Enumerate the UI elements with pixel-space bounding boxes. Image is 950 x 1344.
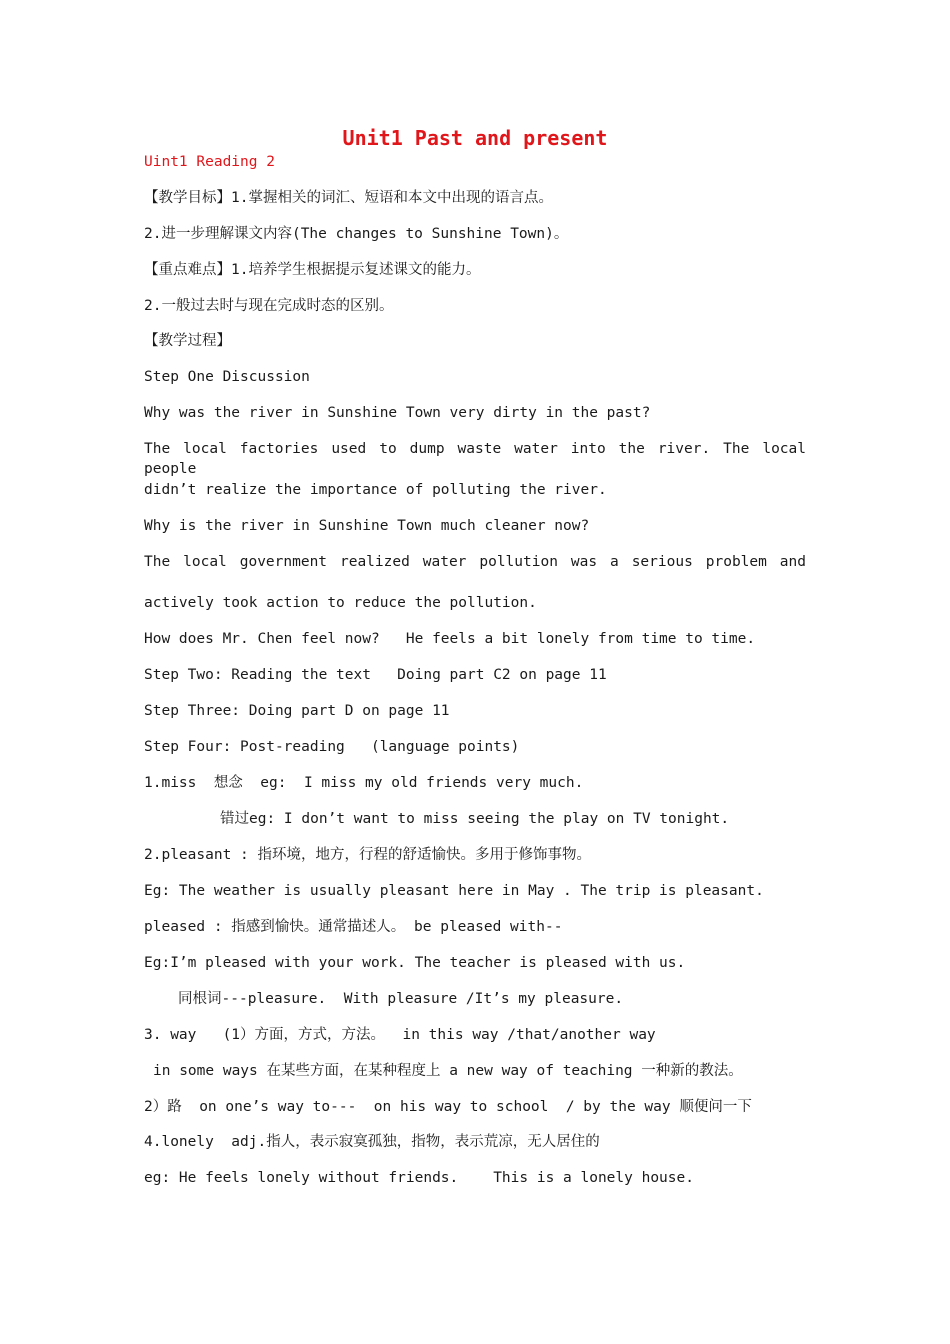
text-line: Step Four: Post-reading (language points) (144, 739, 520, 755)
page-title: Unit1 Past and present (342, 126, 608, 150)
text-line: 2）路 on one’s way to--- on his way to school / by the way 顺便问一下 (144, 1099, 752, 1115)
text-line: 2.pleasant : 指环境，地方，行程的舒适愉快。多用于修饰事物。 (144, 847, 591, 863)
text-line: didn’t realize the importance of polluting the river. (144, 482, 607, 498)
text-line: Step One Discussion (144, 369, 310, 385)
text-line: 同根词---pleasure. With pleasure /It’s my pleasure. (178, 991, 624, 1007)
text-line: 【重点难点】1.培养学生根据提示复述课文的能力。 (144, 262, 481, 278)
text-line: Step Two: Reading the text Doing part C2 on page 11 (144, 667, 607, 683)
text-line: Why was the river in Sunshine Town very dirty in the past? (144, 405, 651, 421)
text-line: The local factories used to dump waste water into the river. The local people (144, 441, 806, 477)
text-line: 【教学目标】1.掌握相关的词汇、短语和本文中出现的语言点。 (144, 190, 553, 206)
text-line: 2.进一步理解课文内容(The changes to Sunshine Town)。 (144, 226, 569, 242)
text-line: 3. way (1）方面，方式，方法。 in this way /that/another way (144, 1027, 656, 1043)
text-line: eg: He feels lonely without friends. This is a lonely house. (144, 1170, 694, 1186)
text-line: actively took action to reduce the pollution. (144, 595, 537, 611)
text-line: 1.miss 想念 eg: I miss my old friends very much. (144, 775, 584, 791)
subtitle: Uint1 Reading 2 (144, 154, 275, 170)
text-line: Eg: The weather is usually pleasant here in May . The trip is pleasant. (144, 883, 764, 899)
text-line: in some ways 在某些方面，在某种程度上 a new way of teaching 一种新的教法。 (153, 1063, 743, 1079)
text-line: 错过eg: I don’t want to miss seeing the play on TV tonight. (220, 811, 730, 827)
text-line: Why is the river in Sunshine Town much cleaner now? (144, 518, 590, 534)
text-line: 2.一般过去时与现在完成时态的区别。 (144, 298, 394, 314)
text-line: Eg:I’m pleased with your work. The teacher is pleased with us. (144, 955, 686, 971)
text-line: 4.lonely adj.指人，表示寂寞孤独，指物，表示荒凉，无人居住的 (144, 1134, 600, 1150)
text-line: 【教学过程】 (144, 333, 231, 349)
text-line: Step Three: Doing part D on page 11 (144, 703, 450, 719)
text-line: The local government realized water pollution was a serious problem and (144, 554, 806, 570)
text-line: pleased : 指感到愉快。通常描述人。 be pleased with-- (144, 919, 563, 935)
text-line: How does Mr. Chen feel now? He feels a bit lonely from time to time. (144, 631, 756, 647)
